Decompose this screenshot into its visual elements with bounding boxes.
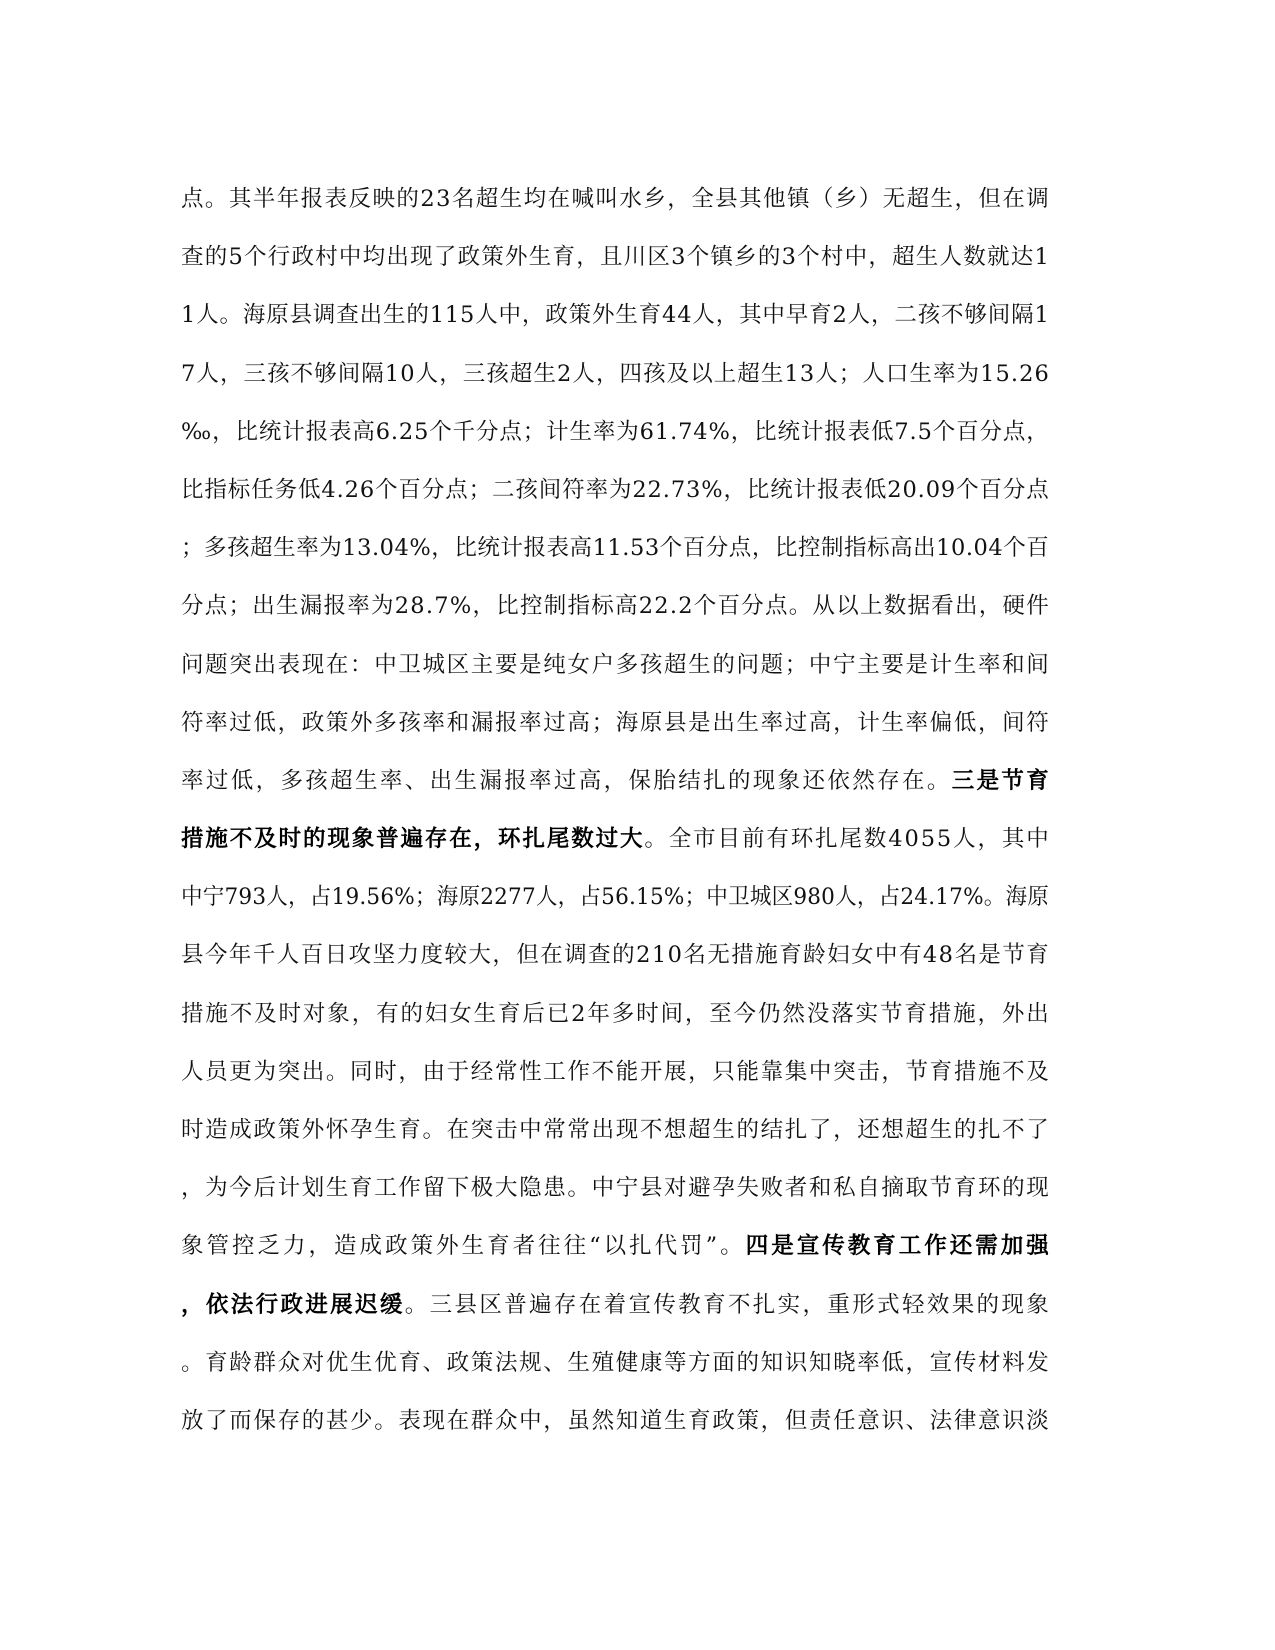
text-line: [181, 403, 1049, 461]
body-text-run: 县今年千人百日攻坚力度较大，但在调查的210名无措施育龄妇女中有48名是节育: [181, 942, 1051, 969]
bold-heading-text: ，依法行政进展迟缓: [181, 1291, 405, 1318]
body-text-run: 符率过低，政策外多孩率和漏报率过高；海原县是出生率过高，计生率偏低，间符: [181, 709, 1051, 736]
text-line: [181, 752, 1052, 810]
text-line: [181, 694, 1049, 752]
body-text-run: 措施不及时对象，有的妇女生育后已2年多时间，至今仍然没落实节育措施，外出: [181, 1000, 1051, 1027]
text-line: [181, 868, 1050, 926]
text-line: [181, 985, 1049, 1043]
body-text-run: 1人。海原县调查出生的115人中，政策外生育44人，其中早育2人，二孩不够间隔1: [181, 302, 1050, 329]
bold-heading-text: 四是宣传教育工作还需加强: [745, 1233, 1052, 1260]
body-text-run: 象管控乏力，造成政策外生育者往往“以扎代罚”。: [181, 1233, 746, 1260]
text-line: [181, 1276, 1052, 1334]
text-line: [181, 228, 1049, 286]
body-text: [181, 170, 1052, 1450]
text-line: [181, 636, 1049, 694]
text-line: [181, 926, 1049, 984]
text-line: [181, 1043, 1049, 1101]
body-text-run: 7人，三孩不够间隔10人，三孩超生2人，四孩及以上超生13人；人口生率为15.26: [181, 360, 1050, 387]
body-text-run: ；多孩超生率为13.04%，比统计报表高11.53个百分点，比控制指标高出10.04个百: [181, 535, 1050, 562]
body-text-run: 。三县区普遍存在着宣传教育不扎实，重形式轻效果的现象: [404, 1291, 1052, 1318]
body-text-run: ‰，比统计报表高6.25个千分点；计生率为61.74%，比统计报表低7.5个百分点，: [181, 418, 1050, 445]
text-line: [181, 1101, 1049, 1159]
text-line: [181, 170, 1049, 228]
body-text-run: 放了而保存的甚少。表现在群众中，虽然知道生育政策，但责任意识、法律意识淡: [181, 1407, 1051, 1434]
body-text-run: 。全市目前有环扎尾数4055人，其中: [644, 826, 1051, 853]
text-line: [181, 461, 1049, 519]
body-text-run: 人员更为突出。同时，由于经常性工作不能开展，只能靠集中突击，节育措施不及: [181, 1058, 1051, 1085]
body-text-run: 查的5个行政村中均出现了政策外生育，且川区3个镇乡的3个村中，超生人数就达1: [181, 244, 1051, 271]
text-line: [181, 1217, 1052, 1275]
body-text-run: 分点；出生漏报率为28.7%，比控制指标高22.2个百分点。从以上数据看出，硬件: [181, 593, 1051, 620]
text-line: [181, 810, 1049, 868]
text-line: [181, 519, 1049, 577]
body-text-run: 。育龄群众对优生优育、政策法规、生殖健康等方面的知识知晓率低，宣传材料发: [181, 1349, 1051, 1376]
body-text-run: ，为今后计划生育工作留下极大隐患。中宁县对避孕失败者和私自摘取节育环的现: [181, 1175, 1051, 1202]
text-line: [181, 1334, 1049, 1392]
text-line: [181, 286, 1049, 344]
bold-heading-text: 三是节育: [951, 767, 1052, 794]
text-line: [181, 1159, 1049, 1217]
text-line: [181, 1392, 1049, 1450]
body-text-run: 点。其半年报表反映的23名超生均在喊叫水乡，全县其他镇（乡）无超生，但在调: [181, 186, 1051, 212]
body-text-run: 时造成政策外怀孕生育。在突击中常常出现不想超生的结扎了，还想超生的扎不了: [181, 1117, 1051, 1143]
text-line: [181, 345, 1049, 403]
body-text-run: 中宁793人，占19.56%；海原2277人，占56.15%；中卫城区980人，占24.17%。海原: [181, 884, 1050, 911]
text-line: [181, 577, 1049, 635]
body-text-run: 率过低，多孩超生率、出生漏报率过高，保胎结扎的现象还依然存在。: [181, 767, 952, 794]
body-text-run: 比指标任务低4.26个百分点；二孩间符率为22.73%，比统计报表低20.09个百分点: [181, 476, 1050, 503]
bold-heading-text: 措施不及时的现象普遍存在，环扎尾数过大: [181, 826, 645, 853]
body-text-run: 问题突出表现在：中卫城区主要是纯女户多孩超生的问题；中宁主要是计生率和间: [181, 651, 1051, 678]
